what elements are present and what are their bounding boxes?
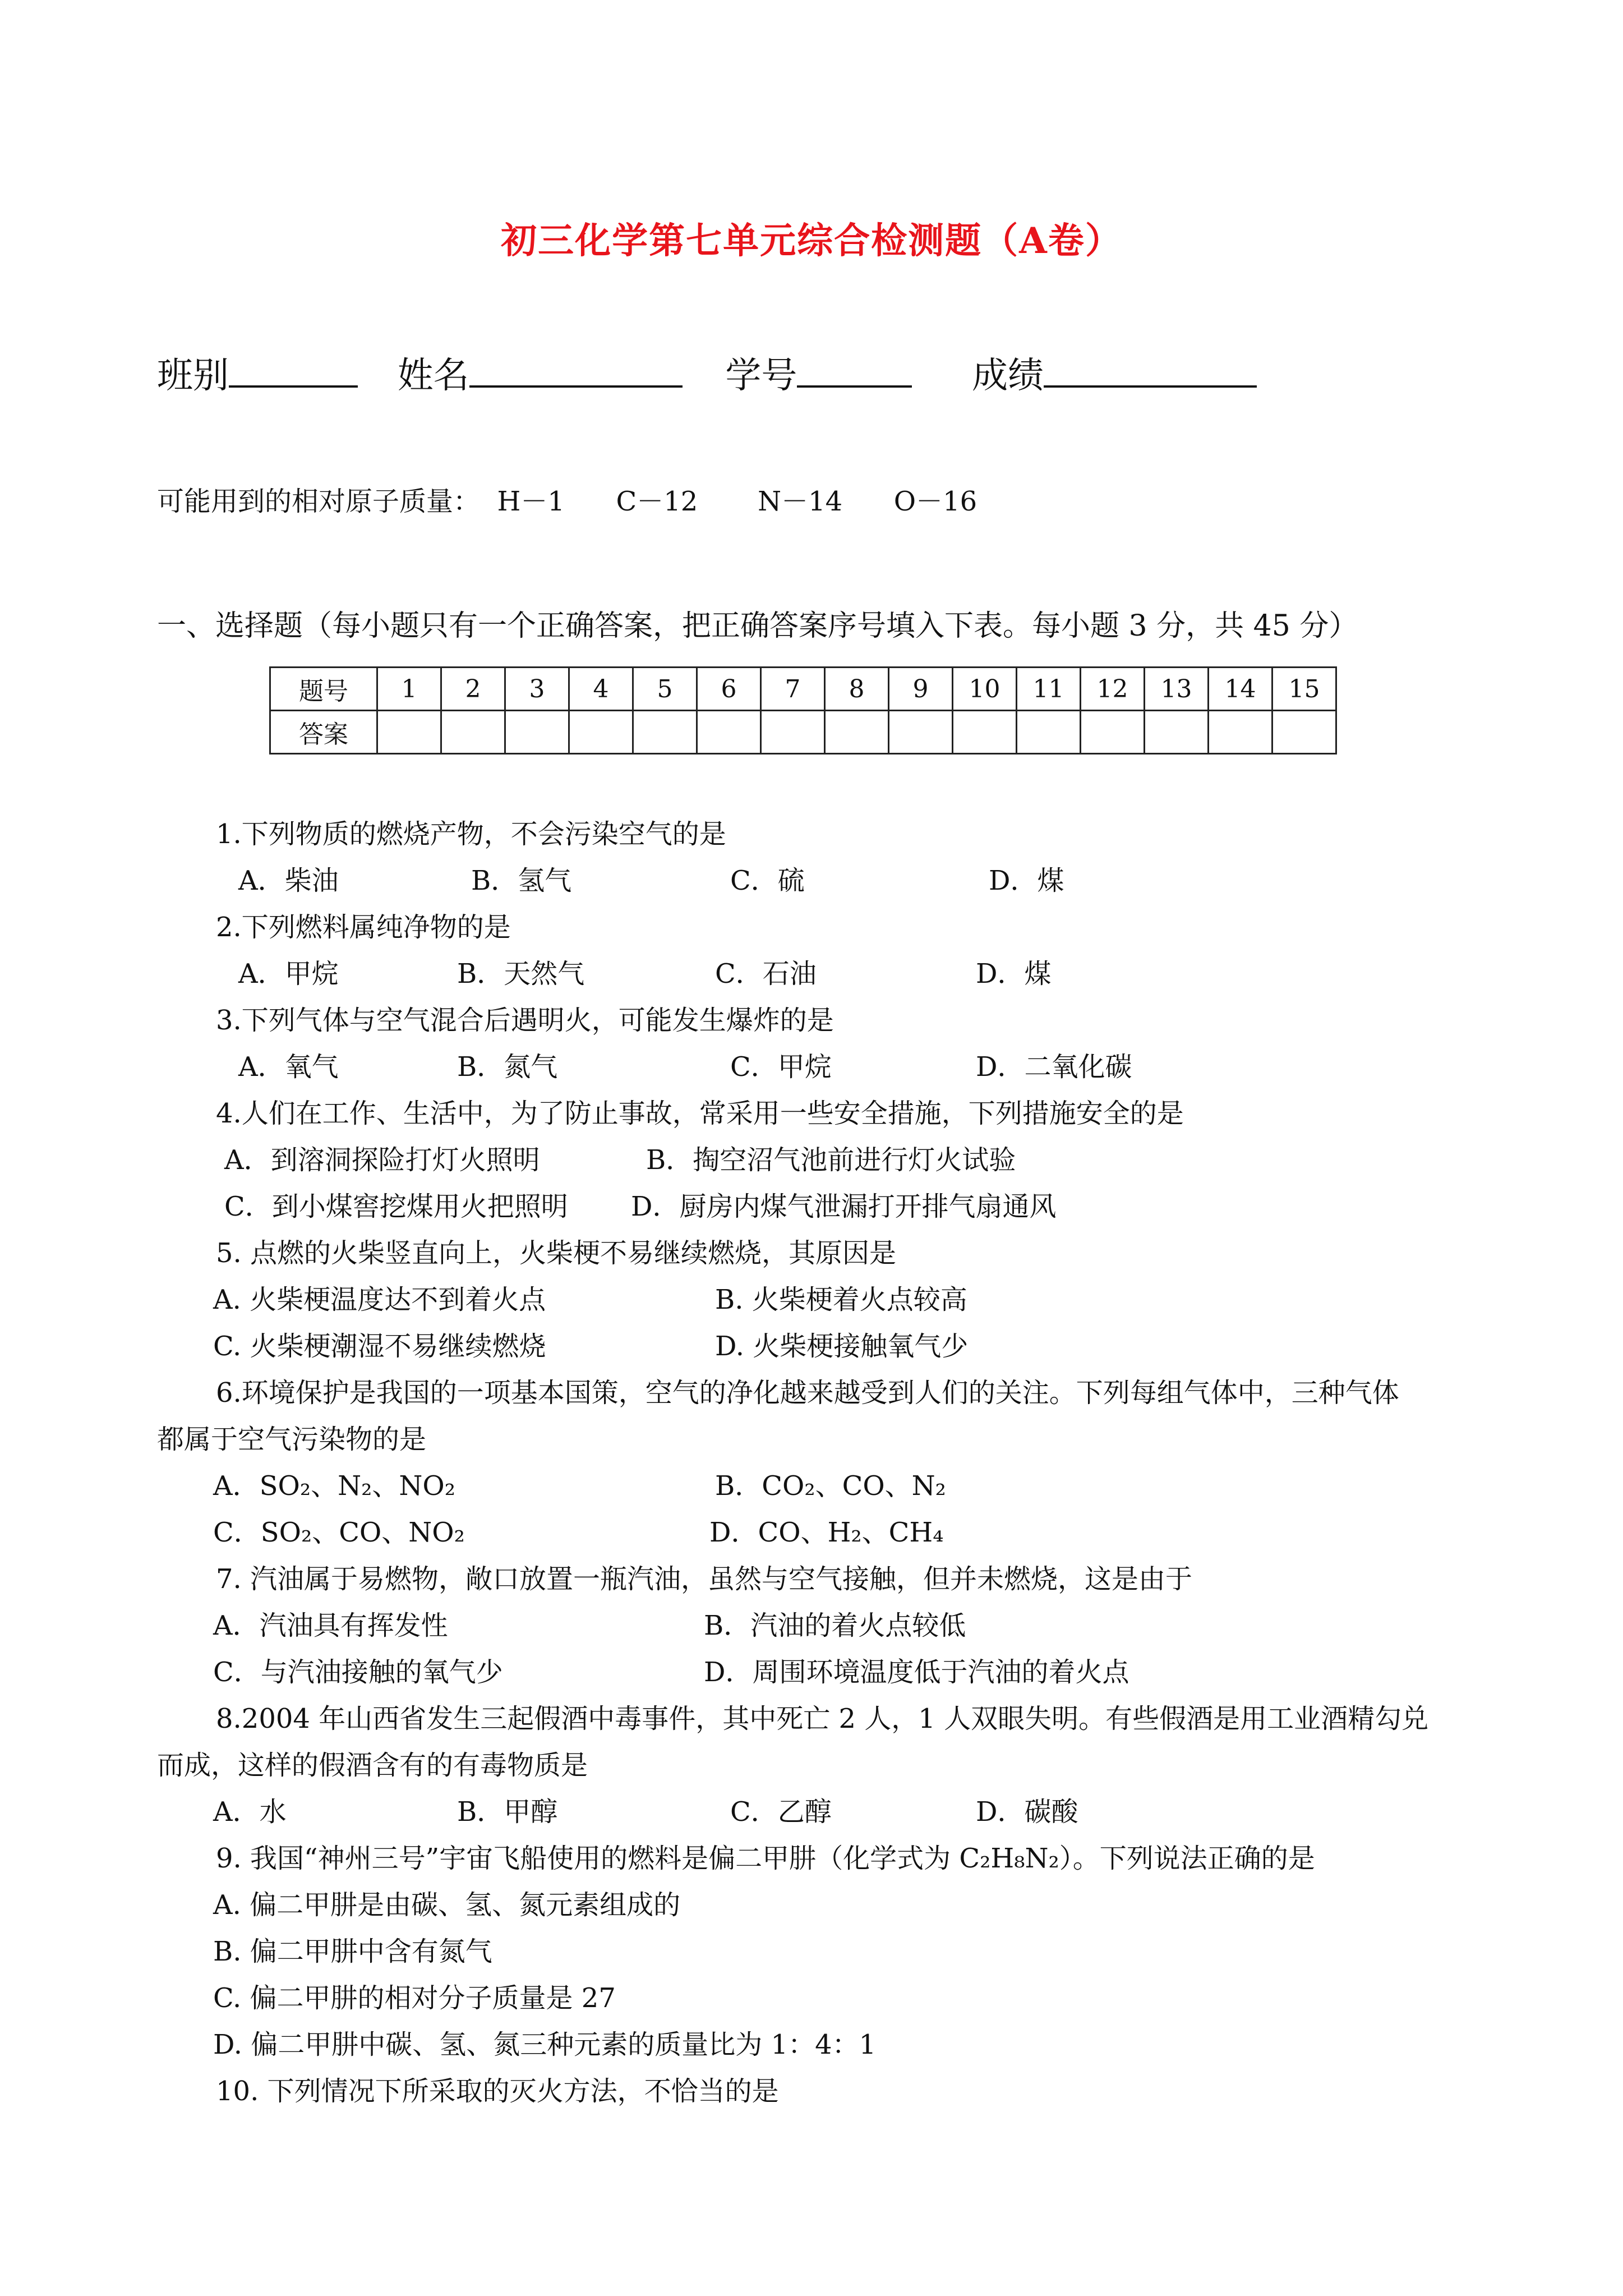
number-cell: 2 xyxy=(441,668,505,711)
section-heading: 一、选择题（每小题只有一个正确答案，把正确答案序号填入下表。每小题 3 分，共 45 分） xyxy=(157,609,1358,643)
option-3c: C．甲烷 xyxy=(730,1051,832,1083)
row-label-answer: 答案 xyxy=(270,711,377,754)
question-9: 9. 我国“神州三号”宇宙飞船使用的燃料是偏二甲肼（化学式为 C₂H₈N₂）。下列说法正确的是 xyxy=(216,1843,1315,1874)
option-7a: A．汽油具有挥发性 xyxy=(213,1610,448,1641)
option-5b: B. 火柴梗着火点较高 xyxy=(715,1284,967,1315)
number-cell: 1 xyxy=(377,668,441,711)
option-1d: D．煤 xyxy=(989,865,1064,896)
name-label: 姓名 xyxy=(397,355,469,397)
option-6b: B．CO₂、CO、N₂ xyxy=(715,1470,946,1502)
answer-cell[interactable] xyxy=(761,711,825,754)
name-blank[interactable] xyxy=(469,352,683,388)
answer-cell[interactable] xyxy=(889,711,953,754)
number-cell: 7 xyxy=(761,668,825,711)
option-9c: C. 偏二甲肼的相对分子质量是 27 xyxy=(213,1982,616,2014)
page-title: 初三化学第七单元综合检测题（A卷） xyxy=(501,220,1122,262)
option-4a: A．到溶洞探险打灯火照明 xyxy=(224,1144,540,1176)
question-8-line2: 而成，这样的假酒含有的有毒物质是 xyxy=(157,1750,588,1781)
number-cell: 10 xyxy=(953,668,1017,711)
number-cell: 13 xyxy=(1145,668,1209,711)
option-8b: B．甲醇 xyxy=(457,1796,558,1828)
option-6a: A．SO₂、N₂、NO₂ xyxy=(213,1470,455,1502)
option-3a: A．氧气 xyxy=(238,1051,339,1083)
number-cell: 12 xyxy=(1081,668,1145,711)
answer-table xyxy=(269,666,1337,754)
number-cell: 9 xyxy=(889,668,953,711)
option-3b: B．氮气 xyxy=(457,1051,558,1083)
answer-cell[interactable] xyxy=(697,711,761,754)
answer-cell[interactable] xyxy=(1081,711,1145,754)
class-blank[interactable] xyxy=(229,352,358,388)
number-cell: 8 xyxy=(825,668,889,711)
answer-cell[interactable] xyxy=(1145,711,1209,754)
number-cell: 11 xyxy=(1017,668,1081,711)
option-9b: B. 偏二甲肼中含有氮气 xyxy=(213,1936,492,1967)
option-5c: C. 火柴梗潮湿不易继续燃烧 xyxy=(213,1331,546,1362)
score-label: 成绩 xyxy=(972,355,1044,397)
option-6d: D．CO、H₂、CH₄ xyxy=(709,1517,944,1548)
question-6-line2: 都属于空气污染物的是 xyxy=(157,1424,427,1455)
option-2c: C．石油 xyxy=(715,958,817,990)
number-cell: 14 xyxy=(1209,668,1272,711)
question-5: 5. 点燃的火柴竖直向上，火柴梗不易继续燃烧，其原因是 xyxy=(216,1237,897,1269)
row-label-number: 题号 xyxy=(270,668,377,711)
option-2a: A．甲烷 xyxy=(238,958,339,990)
table-row xyxy=(270,711,1336,754)
option-2b: B．天然气 xyxy=(457,958,585,990)
answer-cell[interactable] xyxy=(1209,711,1272,754)
option-6c: C．SO₂、CO、NO₂ xyxy=(213,1517,465,1548)
option-9a: A. 偏二甲肼是由碳、氢、氮元素组成的 xyxy=(213,1889,681,1921)
option-4d: D．厨房内煤气泄漏打开排气扇通风 xyxy=(631,1191,1057,1222)
answer-cell[interactable] xyxy=(441,711,505,754)
answer-cell[interactable] xyxy=(633,711,697,754)
option-1c: C．硫 xyxy=(730,865,805,896)
option-5d: D. 火柴梗接触氧气少 xyxy=(715,1331,969,1362)
question-1: 1.下列物质的燃烧产物，不会污染空气的是 xyxy=(216,818,726,850)
option-8d: D．碳酸 xyxy=(976,1796,1078,1828)
option-8a: A．水 xyxy=(213,1796,287,1828)
number-blank[interactable] xyxy=(797,352,912,388)
number-cell: 15 xyxy=(1272,668,1336,711)
class-label: 班别 xyxy=(157,355,229,397)
question-2: 2.下列燃料属纯净物的是 xyxy=(216,912,511,943)
question-6-line1: 6.环境保护是我国的一项基本国策，空气的净化越来越受到人们的关注。下列每组气体中，三种气体 xyxy=(216,1377,1399,1409)
option-8c: C．乙醇 xyxy=(730,1796,832,1828)
option-1a: A．柴油 xyxy=(238,865,339,896)
option-9d: D. 偏二甲肼中碳、氢、氮三种元素的质量比为 1：4：1 xyxy=(213,2029,877,2060)
table-row xyxy=(270,668,1336,711)
number-cell: 3 xyxy=(505,668,569,711)
student-info-row xyxy=(157,347,1257,398)
option-7c: C．与汽油接触的氧气少 xyxy=(213,1657,503,1688)
answer-cell[interactable] xyxy=(825,711,889,754)
answer-cell[interactable] xyxy=(377,711,441,754)
number-cell: 6 xyxy=(697,668,761,711)
option-7d: D．周围环境温度低于汽油的着火点 xyxy=(704,1657,1129,1688)
number-cell: 5 xyxy=(633,668,697,711)
question-3: 3.下列气体与空气混合后遇明火，可能发生爆炸的是 xyxy=(216,1005,834,1036)
score-blank[interactable] xyxy=(1044,352,1257,388)
atomic-masses: 可能用到的相对原子质量： H－1 C－12 N－14 O－16 xyxy=(157,486,978,517)
number-label: 学号 xyxy=(725,355,797,397)
answer-cell[interactable] xyxy=(953,711,1017,754)
answer-cell[interactable] xyxy=(505,711,569,754)
answer-cell[interactable] xyxy=(569,711,633,754)
number-cell: 4 xyxy=(569,668,633,711)
option-7b: B．汽油的着火点较低 xyxy=(704,1610,966,1641)
question-10: 10. 下列情况下所采取的灭火方法，不恰当的是 xyxy=(216,2076,779,2107)
answer-cell[interactable] xyxy=(1017,711,1081,754)
question-4: 4.人们在工作、生活中，为了防止事故，常采用一些安全措施，下列措施安全的是 xyxy=(216,1098,1184,1129)
option-5a: A. 火柴梗温度达不到着火点 xyxy=(213,1284,546,1315)
question-7: 7. 汽油属于易燃物，敞口放置一瓶汽油，虽然与空气接触，但并未燃烧，这是由于 xyxy=(216,1563,1193,1595)
option-1b: B．氢气 xyxy=(471,865,572,896)
question-8-line1: 8.2004 年山西省发生三起假酒中毒事件，其中死亡 2 人，1 人双眼失明。有些假酒是用工业酒精勾兑 xyxy=(216,1703,1429,1734)
option-4c: C．到小煤窖挖煤用火把照明 xyxy=(224,1191,568,1222)
option-4b: B．掏空沼气池前进行灯火试验 xyxy=(646,1144,1016,1176)
answer-cell[interactable] xyxy=(1272,711,1336,754)
option-2d: D．煤 xyxy=(976,958,1052,990)
option-3d: D．二氧化碳 xyxy=(976,1051,1132,1083)
